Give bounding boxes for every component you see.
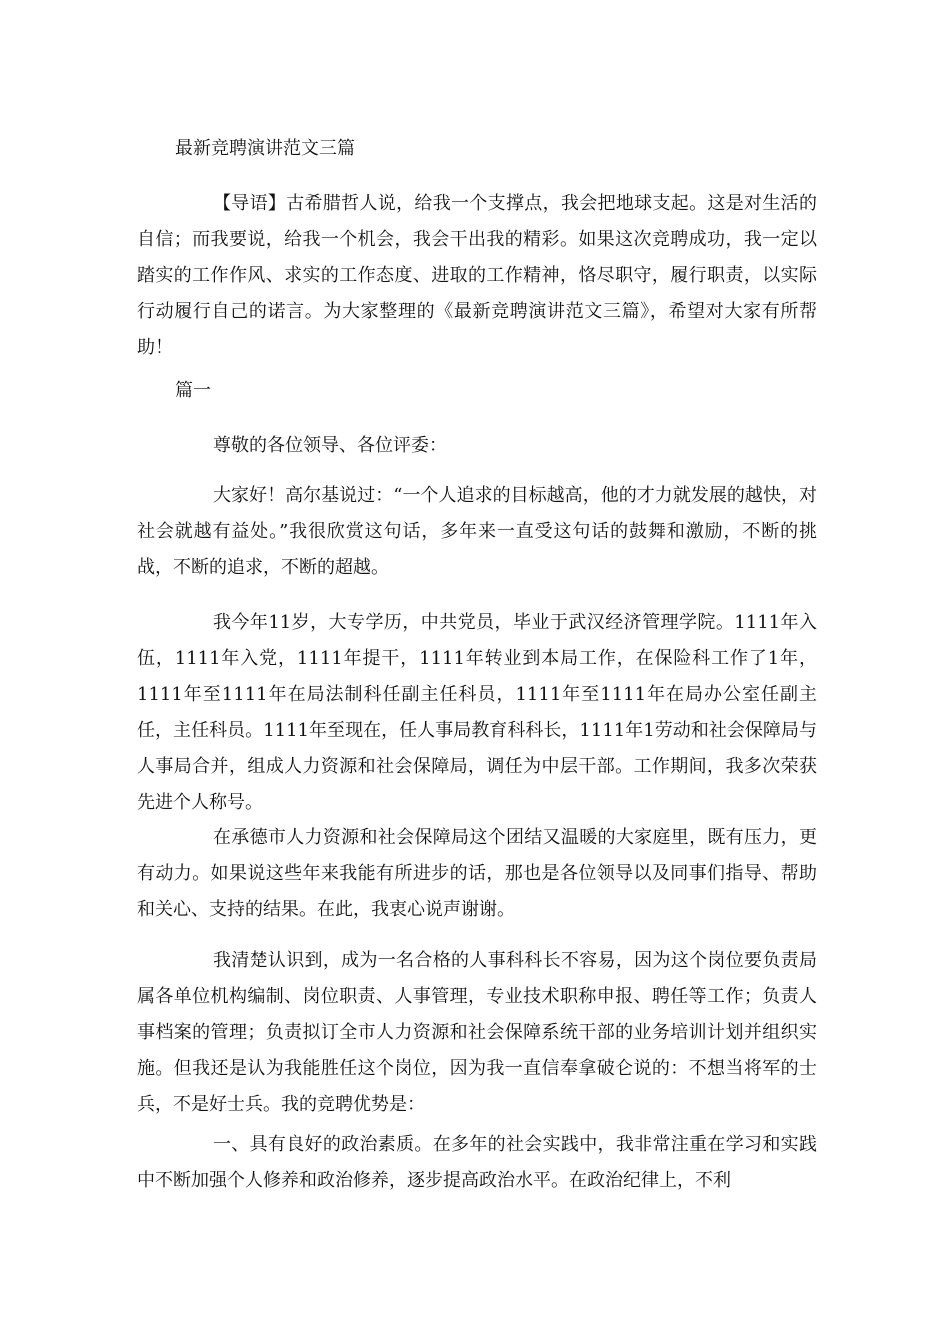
intro-paragraph: 【导语】古希腊哲人说，给我一个支撑点，我会把地球支起。这是对生活的自信；而我要说，给我一个机会，我会干出我的精彩。如果这次竞聘成功，我一定以踏实的工作作风、求实的工作态度、进取的工作精神，恪尽职守，履行职责，以实际行动履行自己的诺言。为大家整理的《最新竞聘演讲范文三篇》，希望对大家有所帮助！ <box>137 193 817 358</box>
body-paragraph-3: 在承德市人力资源和社会保障局这个团结又温暖的大家庭里，既有压力，更有动力。如果说这些年来我能有所进步的话，那也是各位领导以及同事们指导、帮助和关心、支持的结果。在此，我衷心说声谢谢。 <box>137 827 817 920</box>
body-paragraph-4: 我清楚认识到，成为一名合格的人事科科长不容易，因为这个岗位要负责局属各单位机构编制、岗位职责、人事管理，专业技术职称申报、聘任等工作；负责人事档案的管理；负责拟订全市人力资源和社会保障系统干部的业务培训计划并组织实施。但我还是认为我能胜任这个岗位，因为我一直信奉拿破仑说的：不想当将军的士兵，不是好士兵。我的竞聘优势是： <box>137 950 817 1115</box>
body-paragraph-1: 大家好！高尔基说过：“一个人追求的目标越高，他的才力就发展的越快，对社会就越有益处。”我很欣赏这句话，多年来一直受这句话的鼓舞和激励，不断的挑战，不断的追求，不断的超越。 <box>137 485 817 578</box>
body-paragraph-5: 一、具有良好的政治素质。在多年的社会实践中，我非常注重在学习和实践中不断加强个人修养和政治修养，逐步提高政治水平。在政治纪律上，不利 <box>137 1134 817 1191</box>
body-paragraph-2: 我今年11岁，大专学历，中共党员，毕业于武汉经济管理学院。1111年入伍，1111年入党，1111年提干，1111年转业到本局工作，在保险科工作了1年，1111年至1111年在局法制科任副主任科员，1111年至1111年在局办公室任副主任，主任科员。1111年至现在，任人事局教育科科长，1111年1劳动和社会保障局与人事局合并，组成人力资源和社会保障局，调任为中层干部。工作期间，我多次荣获先进个人称号。 <box>137 612 817 813</box>
section-heading: 篇一 <box>175 380 211 401</box>
document-title: 最新竞聘演讲范文三篇 <box>175 138 355 159</box>
salutation: 尊敬的各位领导、各位评委： <box>213 435 447 456</box>
